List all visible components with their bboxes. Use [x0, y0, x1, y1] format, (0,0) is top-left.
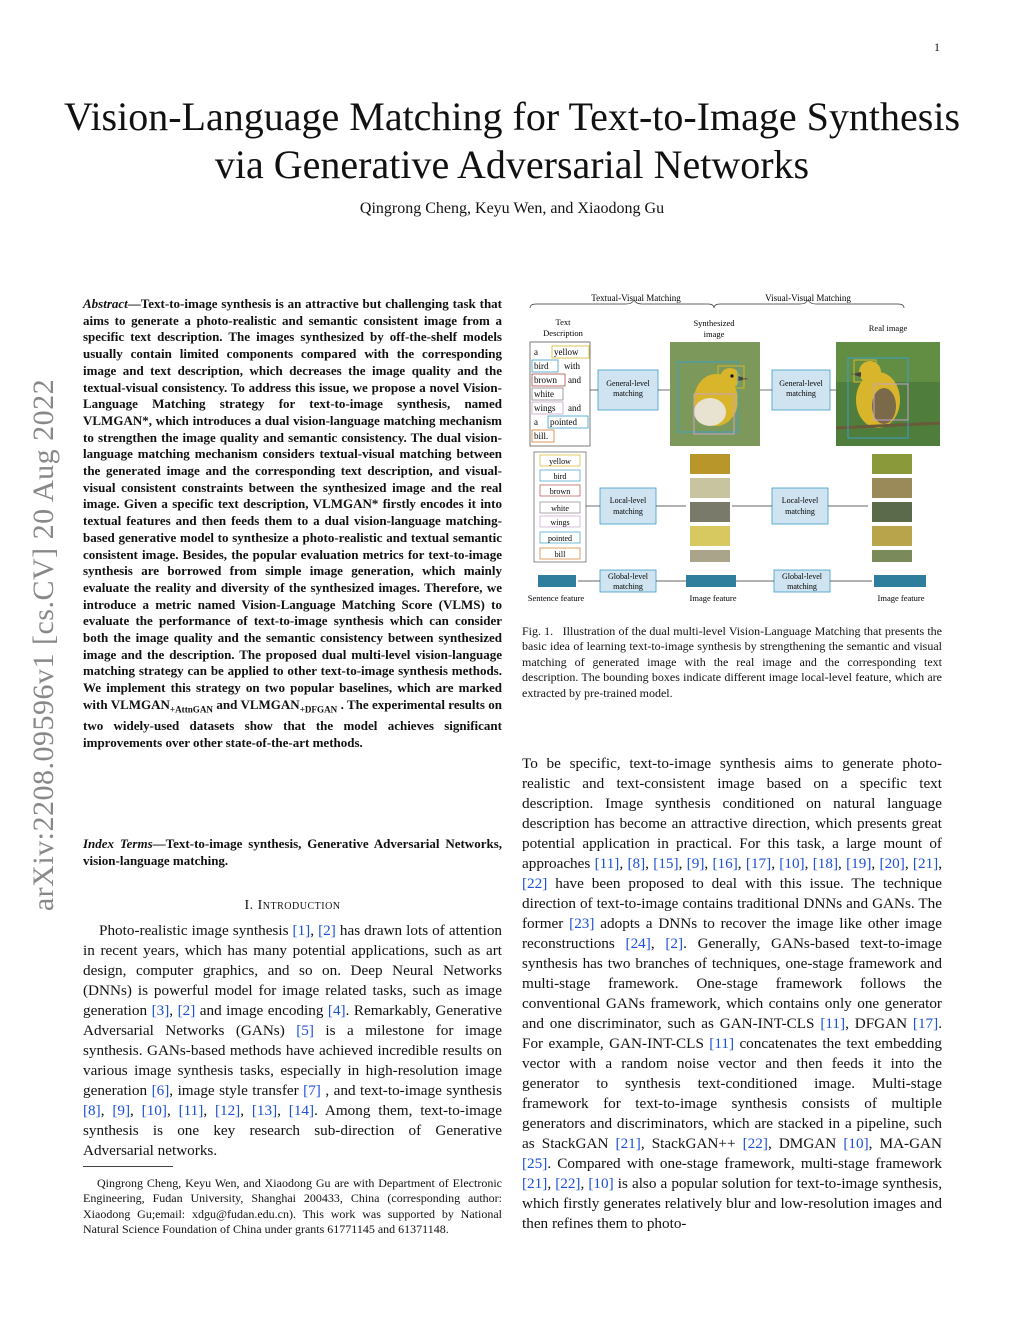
- fig-keyword: yellow: [549, 457, 571, 466]
- fig-local-2: matching: [785, 507, 815, 516]
- fig-word: wings: [534, 403, 556, 413]
- citation-link[interactable]: [25]: [522, 1155, 548, 1172]
- fig-global-level-left: [600, 570, 656, 592]
- fig-word: brown: [534, 375, 557, 385]
- citation-link[interactable]: [23]: [569, 915, 595, 932]
- paragraph-text: , image style transfer: [169, 1082, 304, 1099]
- abstract-label: Abstract: [83, 296, 128, 311]
- citation-link[interactable]: [13]: [251, 1102, 278, 1119]
- fig-synth-2: image: [703, 329, 725, 339]
- fig-image-feature-bar-real: [874, 575, 926, 587]
- index-terms: [83, 836, 502, 869]
- paragraph-text: is also a popular solution for text-to-image synthesis, which firstly generates relatively blur and low-resolution images and then refines them to photo-: [522, 1175, 942, 1232]
- paragraph-text: ,: [580, 1175, 589, 1192]
- paper-title: Vision-Language Matching for Text-to-Image Synthesis via Generative Adversarial Networks: [63, 94, 961, 187]
- footnote-rule: [83, 1166, 173, 1167]
- paragraph-text: is a milestone for image synthesis. GANs-based methods have achieved incredible results on various image synthesis tasks, especially in high-resolution image generation: [83, 1022, 502, 1099]
- fig-general-2: matching: [786, 389, 816, 398]
- citation-link[interactable]: [8]: [83, 1102, 101, 1119]
- paragraph-text: have been proposed to deal with this issue. The technique direction of text-to-image contains traditional DNNs and GANs. The former: [522, 875, 942, 932]
- method-sub-2: +DFGAN: [299, 704, 338, 715]
- citation-link[interactable]: [1]: [292, 922, 311, 939]
- fig-visual-visual-label: Visual-Visual Matching: [765, 293, 851, 303]
- paragraph-text: concatenates the text embedding vector with a random noise vector and then feeds it into the generator to synthesis text-conditioned image. Multi-stage framework for text-to-image synthesis consists of multiple generators and discriminators, which are stacked in a pipeline, such as StackGAN: [522, 1035, 942, 1152]
- paragraph-text: , DMGAN: [767, 1135, 844, 1152]
- index-terms-label: Index Terms: [83, 836, 153, 851]
- paragraph-text: ,: [130, 1102, 142, 1119]
- figure-1: [518, 288, 950, 608]
- fig-general-2: matching: [613, 389, 643, 398]
- citation-link[interactable]: [10]: [779, 855, 805, 872]
- paragraph-text: . Generally, GANs-based text-to-image synthesis has two branches of techniques, one-stage framework and multi-stage framework. One-stage framework follows the conventional GANs framework, which contains only one generator and one discriminator, such as GAN-INT-CLS: [522, 935, 942, 1032]
- method-name-1: VLMGAN: [110, 696, 170, 712]
- paragraph-text: ,: [650, 935, 666, 952]
- fig-brace-right: [714, 300, 904, 308]
- fig-word: with: [564, 361, 581, 371]
- citation-link[interactable]: [3]: [151, 1002, 170, 1019]
- fig-general-1: General-level: [779, 379, 823, 388]
- fig-word: bill.: [534, 431, 549, 441]
- paragraph-text: ,: [310, 922, 319, 939]
- fig-image-feature-bar-synth: [686, 575, 736, 587]
- citation-link[interactable]: [8]: [627, 855, 646, 872]
- paragraph-text: ,: [645, 855, 654, 872]
- paragraph-text: ,: [838, 855, 847, 872]
- fig-word: and: [568, 375, 581, 385]
- citation-link[interactable]: [11]: [594, 855, 620, 872]
- paragraph-text: ,: [771, 855, 780, 872]
- citation-link[interactable]: [11]: [820, 1015, 846, 1032]
- fig-word: bird: [534, 361, 549, 371]
- fig-word: white: [534, 389, 554, 399]
- citation-link[interactable]: [5]: [296, 1022, 314, 1039]
- citation-link[interactable]: [17]: [912, 1015, 939, 1032]
- citation-link[interactable]: [10]: [141, 1102, 167, 1119]
- paragraph-text: ,: [804, 855, 813, 872]
- page-number: 1: [934, 40, 940, 54]
- citation-link[interactable]: [17]: [745, 855, 772, 872]
- figure-caption: [522, 624, 942, 701]
- citation-link[interactable]: [21]: [912, 855, 939, 872]
- paragraph-text: Photo-realistic image synthesis: [99, 922, 293, 939]
- paragraph-text: ,: [547, 1175, 556, 1192]
- fig-text-desc-2: Description: [543, 328, 583, 338]
- fig-sentence-feature-bar: [538, 575, 576, 587]
- fig-global-level-right: [774, 570, 830, 592]
- citation-link[interactable]: [4]: [327, 1002, 346, 1019]
- fig-keyword: white: [551, 504, 569, 513]
- paragraph-text: , DFGAN: [845, 1015, 913, 1032]
- citation-link[interactable]: [12]: [214, 1102, 241, 1119]
- fig-local-level-right: [772, 488, 828, 524]
- citation-link[interactable]: [11]: [709, 1035, 735, 1052]
- fig-global-1: Global-level: [782, 572, 822, 581]
- fig-local-patches-real: [872, 454, 912, 562]
- paragraph-text: ,: [678, 855, 687, 872]
- arxiv-watermark: [14, 345, 74, 945]
- fig-real-image-label: Real image: [868, 323, 908, 333]
- paragraph-text: . Remarkably, Generative Adversarial Networks (GANs): [83, 1002, 502, 1039]
- citation-link[interactable]: [22]: [522, 875, 548, 892]
- fig-general-level-left: [598, 370, 658, 410]
- section-heading: [83, 898, 502, 914]
- paragraph-text: ,: [871, 855, 880, 872]
- citation-link[interactable]: [10]: [843, 1135, 869, 1152]
- fig-sentence-feature-label: Sentence feature: [527, 593, 585, 603]
- fig-keyword: bill: [554, 550, 566, 559]
- paragraph-text: ,: [240, 1102, 252, 1119]
- citation-link[interactable]: [18]: [812, 855, 839, 872]
- fig-keyword: brown: [549, 487, 571, 496]
- fig-global-1: Global-level: [608, 572, 648, 581]
- citation-link[interactable]: [15]: [653, 855, 679, 872]
- fig-word: pointed: [550, 417, 577, 427]
- paragraph-text: ,: [737, 855, 746, 872]
- fig-local-1: Local-level: [781, 496, 819, 505]
- citation-link[interactable]: [10]: [588, 1175, 614, 1192]
- paragraph-text: ,: [203, 1102, 215, 1119]
- paragraph-text: , StackGAN++: [640, 1135, 743, 1152]
- fig-local-level-left: [600, 488, 656, 524]
- fig-image-feature-label-real: Image feature: [877, 593, 925, 603]
- fig-textual-visual-label: Textual-Visual Matching: [591, 293, 681, 303]
- abstract: [83, 296, 502, 752]
- citation-link[interactable]: [14]: [288, 1102, 315, 1119]
- paragraph-text: . Among them, text-to-image synthesis is one key research sub-direction of Generative Adversarial networks.: [83, 1102, 503, 1159]
- paragraph-text: ,: [904, 855, 913, 872]
- abstract-tail: . The experimental results on two widely-used datasets show that the model achieves significant improvements over other state-of-the-art methods.: [83, 696, 502, 750]
- fig-word: yellow: [554, 347, 579, 357]
- paragraph-text: ,: [704, 855, 713, 872]
- paragraph-text: , and text-to-image synthesis: [320, 1082, 502, 1099]
- paragraph-text: ,: [938, 855, 943, 872]
- paragraph-text: ,: [169, 1002, 178, 1019]
- abstract-text: —Text-to-image synthesis is an attractive but challenging task that aims to generate a photo-realistic and semantic consistent image from a specific text description. The images synthesized by off-the-shelf models usually contain limited components compared with the corresponding image and text description, which decreases the image quality and the textual-visual consistency. To address this issue, we propose a novel Vision-Language Matching strategy for text-to-image synthesis, named VLMGAN*, which introduces a dual vision-language matching mechanism to strengthen the image quality and semantic consistency. The dual vision-language matching mechanism considers textual-visual matching between the generated image and the corresponding text description, and visual-visual consistent constraints between the synthesized image and the real image. Given a specific text description, VLMGAN* firstly encodes it into textual features and then feeds them to a dual vision-language matching-based generative model to synthesize a photo-realistic and textual semantic consistent image. Besides, the popular evaluation metrics for text-to-image synthesis are borrowed from simple image generation, which mainly evaluate the reality and diversity of the synthesized images. Therefore, we introduce a metric named Vision-Language Matching Score (VLMS) to evaluate the performance of text-to-image synthesis which can consider both the image quality and the semantic consistency between synthesized image and the description. The proposed dual multi-level vision-language matching strategy can be applied to other text-to-image synthesis methods. We implement this strategy on two popular baselines, which are marked with: [83, 296, 502, 712]
- paragraph-text: has drawn lots of attention in recent years, which has many potential applications, such as art design, computer graphics, and so on. Deep Neural Networks (DNNs) is powerful model for image related tasks, such as image generation: [83, 922, 503, 1019]
- fig-image-feature-label-synth: Image feature: [689, 593, 737, 603]
- paragraph-text: ,: [277, 1102, 289, 1119]
- fig-keyword: pointed: [548, 534, 572, 543]
- citation-link[interactable]: [9]: [112, 1102, 131, 1119]
- caption-text: Illustration of the dual multi-level Vision-Language Matching that presents the basic idea of learning text-to-image synthesis by strengthening the semantic and visual matching of generated image with the real image and the corresponding text description. The bounding boxes indicate different image local-level feature, which are extracted by pre-trained model.: [522, 624, 943, 700]
- section-title: Introduction: [257, 898, 341, 913]
- method-name-2: VLMGAN: [240, 696, 300, 712]
- method-sub-1: +AttnGAN: [169, 704, 213, 715]
- citation-link[interactable]: [24]: [625, 935, 651, 952]
- paragraph-text: ,: [100, 1102, 113, 1119]
- citation-link[interactable]: [16]: [712, 855, 738, 872]
- abstract-and: and: [213, 696, 241, 712]
- paragraph-text: and image encoding: [195, 1002, 328, 1019]
- fig-real-image: [836, 342, 940, 446]
- intro-paragraph: [83, 921, 502, 1161]
- footnote: Qingrong Cheng, Keyu Wen, and Xiaodong Gu are with Department of Electronic Engineering, Fudan University, Shanghai 200433, China (corresponding author: Xiaodong Gu;email: xdgu@fudan.edu.cn). This work was supported by National Natural Science Foundation of China under grants 61771145 and 61371148.: [83, 1176, 502, 1237]
- citation-link[interactable]: [6]: [151, 1082, 170, 1099]
- paragraph-text: . Compared with one-stage framework, multi-stage framework: [547, 1155, 942, 1172]
- citation-link[interactable]: [7]: [303, 1082, 321, 1099]
- paragraph-text: To be specific, text-to-image synthesis aims to generate photo-realistic and text-consistent image based on a specific text description. Image synthesis conditioned on natural language description has become an attractive direction, which presents great potential application in practical. For this task, a large mount of approaches: [522, 755, 942, 872]
- fig-local-patches-synth: [690, 454, 730, 562]
- citation-link[interactable]: [22]: [742, 1135, 768, 1152]
- fig-global-2: matching: [613, 582, 643, 591]
- citation-link[interactable]: [19]: [846, 855, 872, 872]
- right-column-paragraph: [522, 754, 942, 1234]
- paragraph-text: adopts a DNNs to recover the image like other image reconstructions: [522, 915, 943, 952]
- fig-local-1: Local-level: [609, 496, 647, 505]
- citation-link[interactable]: [11]: [178, 1102, 204, 1119]
- fig-keyword: bird: [553, 472, 567, 481]
- paragraph-text: ,: [619, 855, 628, 872]
- fig-text-desc-1: Text: [555, 317, 571, 327]
- paragraph-text: . For example, GAN-INT-CLS: [522, 1015, 942, 1052]
- citation-link[interactable]: [20]: [879, 855, 905, 872]
- citation-link[interactable]: [22]: [555, 1175, 581, 1192]
- citation-link[interactable]: [21]: [522, 1175, 548, 1192]
- citation-link[interactable]: [2]: [665, 935, 684, 952]
- authors: Qingrong Cheng, Keyu Wen, and Xiaodong Gu: [359, 200, 665, 217]
- citation-link[interactable]: [21]: [615, 1135, 641, 1152]
- citation-link[interactable]: [2]: [177, 1002, 196, 1019]
- caption-label: Fig. 1.: [522, 624, 554, 638]
- citation-link[interactable]: [9]: [686, 855, 705, 872]
- arxiv-id: arXiv:2208.09596v1 [cs.CV] 20 Aug 2022: [27, 378, 60, 912]
- paragraph-text: , MA-GAN: [868, 1135, 942, 1152]
- fig-synth-1: Synthesized: [693, 318, 735, 328]
- fig-word: a: [534, 417, 538, 427]
- fig-word: and: [568, 403, 581, 413]
- citation-link[interactable]: [2]: [318, 922, 336, 939]
- fig-global-2: matching: [787, 582, 817, 591]
- paragraph-text: ,: [166, 1102, 179, 1119]
- fig-synthesized-image: [670, 342, 760, 446]
- fig-local-2: matching: [613, 507, 643, 516]
- fig-keyword: wings: [550, 518, 570, 527]
- fig-general-1: General-level: [606, 379, 650, 388]
- fig-general-level-right: [772, 370, 830, 410]
- fig-word: a: [534, 347, 538, 357]
- index-terms-text: —Text-to-image synthesis, Generative Adversarial Networks, vision-language matching.: [83, 836, 502, 868]
- section-numeral: I.: [244, 898, 254, 913]
